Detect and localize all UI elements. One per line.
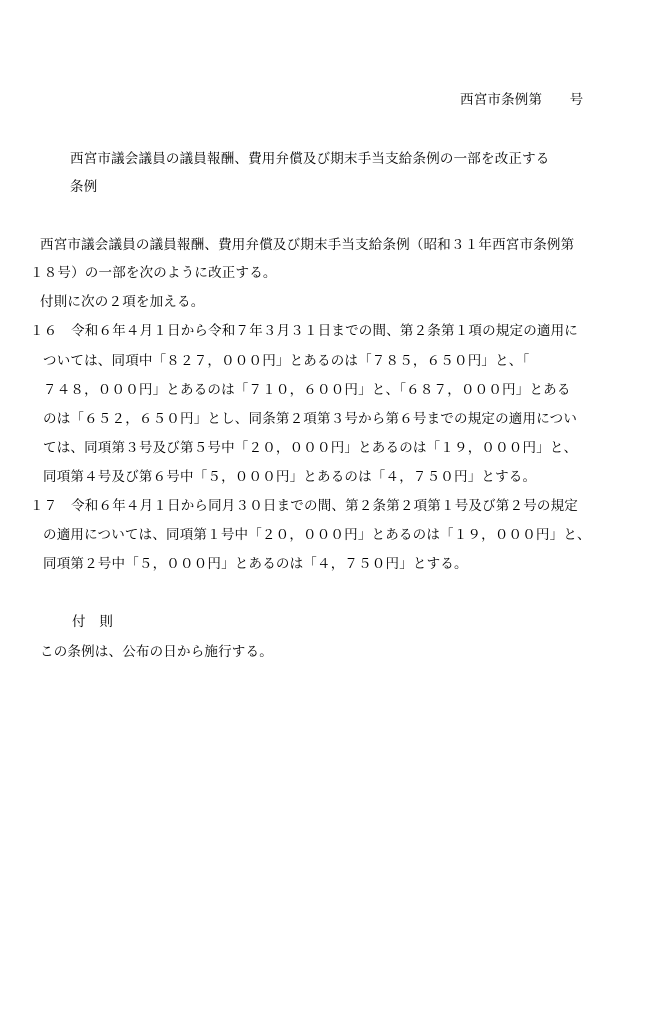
item-17-line-1: １７ 令和６年４月１日から同月３０日までの間、第２条第２項第１号及び第２号の規定 xyxy=(30,498,578,514)
item-16-line-1: １６ 令和６年４月１日から令和７年３月３１日までの間、第２条第１項の規定の適用に xyxy=(30,323,578,339)
supplementary-text: この条例は、公布の日から施行する。 xyxy=(40,644,273,660)
item-17-line-3: 同項第２号中「５，０００円」とあるのは「４，７５０円」とする。 xyxy=(43,556,468,572)
ordinance-title-line-1: 西宮市議会議員の議員報酬、費用弁償及び期末手当支給条例の一部を改正する xyxy=(70,151,550,167)
item-16-line-2: ついては、同項中「８２７，０００円」とあるのは「７８５，６５０円」と、「 xyxy=(43,353,530,369)
item-16-line-4: のは「６５２，６５０円」とし、同条第２項第３号から第６号までの規定の適用につい xyxy=(43,411,578,427)
ordinance-number-label: 西宮市条例第 号 xyxy=(460,92,584,108)
intro-line-1: 西宮市議会議員の議員報酬、費用弁償及び期末手当支給条例（昭和３１年西宮市条例第 xyxy=(40,237,575,253)
supplementary-heading: 付 則 xyxy=(72,614,114,630)
intro-line-2: １８号）の一部を次のように改正する。 xyxy=(30,265,277,281)
amendment-instruction: 付則に次の２項を加える。 xyxy=(40,294,205,310)
item-17-line-2: の適用については、同項第１号中「２０，０００円」とあるのは「１９，０００円」と、 xyxy=(43,527,591,543)
item-16-line-5: ては、同項第３号及び第５号中「２０，０００円」とあるのは「１９，０００円」と、 xyxy=(43,440,578,456)
ordinance-title-line-2: 条例 xyxy=(70,179,98,195)
item-16-line-3: ７４８，０００円」とあるのは「７１０，６００円」と、「６８７，０００円」とある xyxy=(43,382,571,398)
item-16-line-6: 同項第４号及び第６号中「５，０００円」とあるのは「４，７５０円」とする。 xyxy=(43,469,537,485)
